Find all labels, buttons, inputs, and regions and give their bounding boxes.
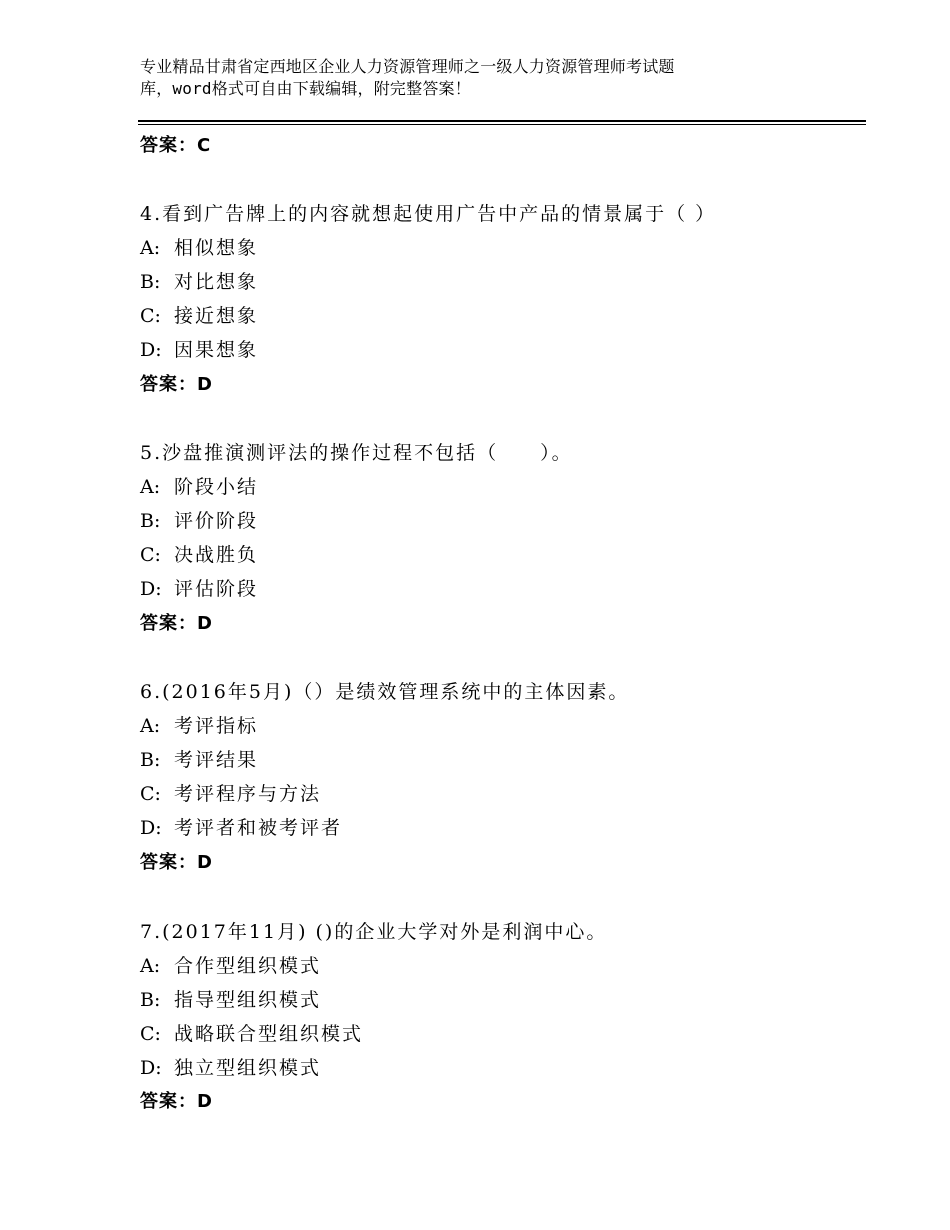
previous-answer: 答案：C [140, 135, 212, 156]
option-text: 因果想象 [174, 339, 259, 361]
option-a [140, 472, 258, 499]
option-key: A: [140, 237, 161, 259]
option-text: 考评结果 [174, 749, 259, 771]
option-key: B: [140, 749, 161, 771]
question-stem: 5.沙盘推演测评法的操作过程不包括（ ）。 [140, 442, 573, 464]
header-line-2: 库，word格式可自由下载编辑，附完整答案！ [140, 79, 471, 98]
question-stem: 6.(2016年5月)（）是绩效管理系统中的主体因素。 [140, 681, 630, 703]
option-key: D: [140, 817, 162, 839]
option-key: D: [140, 339, 162, 361]
document-header [140, 56, 840, 100]
answer: 答案：D [140, 1091, 213, 1112]
option-key: D: [140, 578, 162, 600]
option-text: 评价阶段 [174, 510, 259, 532]
option-key: C: [140, 305, 161, 327]
option-key: B: [140, 271, 161, 293]
option-text: 独立型组织模式 [174, 1057, 322, 1079]
option-key: C: [140, 1023, 161, 1045]
option-a [140, 951, 321, 978]
option-text: 阶段小结 [174, 476, 259, 498]
answer: 答案：D [140, 852, 213, 873]
question-stem: 4.看到广告牌上的内容就想起使用广告中产品的情景属于（ ） [140, 203, 717, 225]
question-stem: 7.(2017年11月) ()的企业大学对外是利润中心。 [140, 921, 608, 943]
option-text: 对比想象 [174, 271, 259, 293]
option-d [140, 813, 342, 840]
option-a [140, 711, 258, 738]
option-key: C: [140, 783, 161, 805]
option-key: A: [140, 476, 161, 498]
option-c [140, 1019, 363, 1046]
header-line-1: 专业精品甘肃省定西地区企业人力资源管理师之一级人力资源管理师考试题 [140, 57, 675, 76]
option-d [140, 335, 258, 362]
option-text: 接近想象 [174, 305, 259, 327]
option-text: 相似想象 [174, 237, 259, 259]
answer: 答案：D [140, 613, 213, 634]
option-text: 考评程序与方法 [174, 783, 322, 805]
option-key: A: [140, 715, 161, 737]
option-text: 决战胜负 [174, 544, 259, 566]
option-text: 合作型组织模式 [174, 955, 322, 977]
option-b [140, 985, 321, 1012]
option-b [140, 267, 258, 294]
option-key: B: [140, 510, 161, 532]
option-text: 考评指标 [174, 715, 259, 737]
option-text: 战略联合型组织模式 [174, 1023, 364, 1045]
option-key: A: [140, 955, 161, 977]
option-b [140, 745, 258, 772]
header-rule-thick [138, 120, 866, 122]
option-c [140, 540, 258, 567]
option-d [140, 1053, 321, 1080]
option-text: 评估阶段 [174, 578, 259, 600]
option-key: D: [140, 1057, 162, 1079]
option-b [140, 506, 258, 533]
option-key: B: [140, 989, 161, 1011]
option-a [140, 233, 258, 260]
header-rule-thin [138, 124, 866, 125]
option-c [140, 301, 258, 328]
option-d [140, 574, 258, 601]
option-text: 指导型组织模式 [174, 989, 322, 1011]
answer: 答案：D [140, 374, 213, 395]
option-text: 考评者和被考评者 [174, 817, 343, 839]
option-key: C: [140, 544, 161, 566]
option-c [140, 779, 321, 806]
